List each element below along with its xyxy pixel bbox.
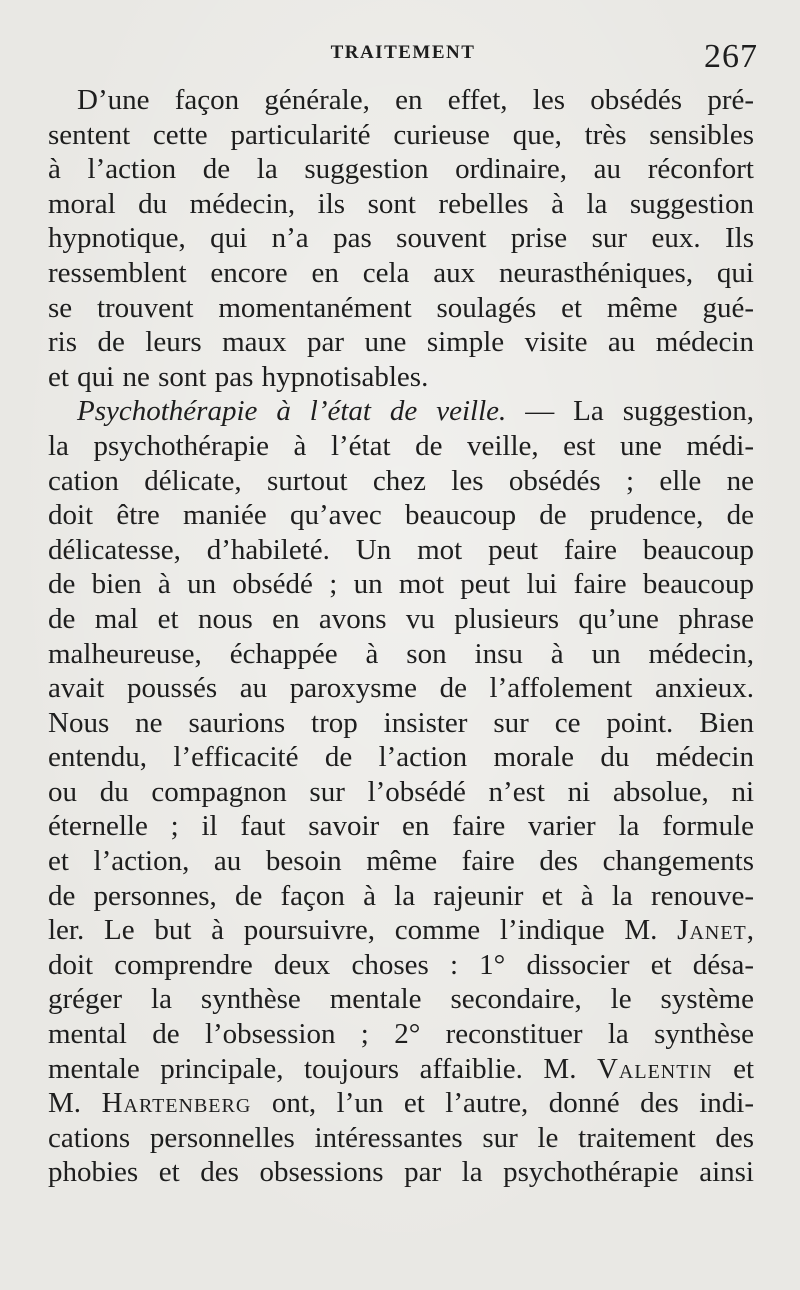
text-fragment: ont, l’un et l’autre, donné des indi- [271,1087,755,1120]
body-text [48,83,754,1190]
text-line: ou du compagnon sur l’obsédé n’est ni absolue, ni [48,775,754,808]
text-line: cations personnelles intéressantes sur le traitement des [48,1121,754,1154]
section-heading: Psychothérapie à l’état de veille. [77,395,507,428]
text-line: entendu, l’efficacité de l’action morale du médecin [48,741,754,774]
text-line: se trouvent momentanément soulagés et même gué- [48,291,754,324]
text-line: de bien à un obsédé ; un mot peut lui faire beaucoup [48,568,754,601]
text-line: éternelle ; il faut savoir en faire varier la formule [48,810,754,843]
text-fragment: — La suggestion, [525,395,754,428]
running-header [48,38,758,78]
text-line: doit être maniée qu’avec beaucoup de prudence, de [48,499,754,532]
text-line: avait poussés au paroxysme de l’affolement anxieux. [48,672,754,705]
paragraph-heading-line [48,394,754,429]
text-line: de personnes, de façon à la rajeunir et à la renouve- [48,879,754,912]
text-line [48,1052,754,1087]
text-line [48,1086,754,1121]
page-number: 267 [704,38,758,75]
text-line: de mal et nous en avons vu plusieurs qu’une phrase [48,602,754,635]
text-line: malheureuse, échappée à son insu à un médecin, [48,637,754,670]
text-line: doit comprendre deux choses : 1° dissocier et désa- [48,948,754,981]
author-name: Hartenberg [101,1087,252,1120]
text-line: hypnotique, qui n’a pas souvent prise sur eux. Ils [48,222,754,255]
text-line: sentent cette particularité curieuse que, très sensibles [48,118,754,151]
text-line: à l’action de la suggestion ordinaire, au réconfort [48,153,754,186]
text-line: et qui ne sont pas hypnotisables. [48,360,429,393]
text-line: et l’action, au besoin même faire des changements [48,845,754,878]
text-fragment: , [746,914,755,947]
text-line [48,913,754,948]
text-line: moral du médecin, ils sont rebelles à la suggestion [48,187,754,220]
text-line: Nous ne saurions trop insister sur ce point. Bien [48,706,754,739]
text-line: ris de leurs maux par une simple visite au médecin [48,326,754,359]
text-line: la psychothérapie à l’état de veille, est une médi- [48,429,754,462]
text-line: gréger la synthèse mentale secondaire, le système [48,983,754,1016]
text-fragment: ler. Le but à poursuivre, comme l’indique M. [48,914,658,947]
text-line: cation délicate, surtout chez les obsédés ; elle ne [48,464,754,497]
text-line: mental de l’obsession ; 2° reconstituer la synthèse [48,1018,754,1051]
text-fragment: mentale principale, toujours affaiblie. M. [48,1052,577,1085]
author-name: Janet [677,914,747,947]
text-line: ressemblent encore en cela aux neurasthéniques, qui [48,256,754,289]
text-fragment: M. [48,1087,82,1120]
text-fragment: et [733,1052,755,1085]
text-line: phobies et des obsessions par la psychothérapie ainsi [48,1156,754,1189]
text-line: délicatesse, d’habileté. Un mot peut faire beaucoup [48,533,754,566]
running-title: TRAITEMENT [330,42,476,63]
author-name: Valentin [596,1052,713,1085]
text-line: D’une façon générale, en effet, les obsédés pré- [77,84,754,116]
